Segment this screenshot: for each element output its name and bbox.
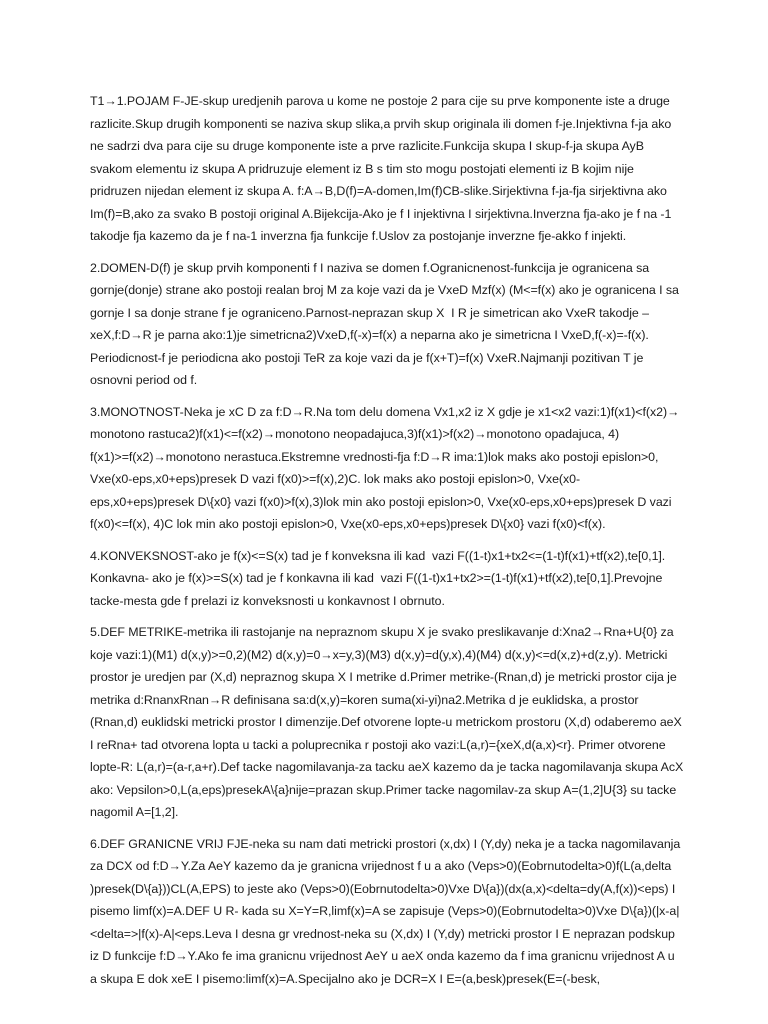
- paragraph-5-def-metrike: 5.DEF METRIKE-metrika ili rastojanje na nepraznom skupu X je svako preslikavanje d:Xna2→Rna+U{0} za koje vazi:1)(M1) d(x,y)>=0,2)(M2) d(x,y)=0→x=y,3)(M3) d(x,y)=d(y,x),4)(M4) d(x,y)<=d(x,z)+d(z,y). Metricki prostor je uredjen par (X,d) nepraznog skupa X I metrike d.Primer metrike-(Rnan,d) je metricki prostor cija je metrika d:RnanxRnan→R definisana sa:d(x,y)=koren suma(xi-yi)na2.Metrika d je euklidska, a prostor (Rnan,d) euklidski metricki prostor I dimenzije.Def otvorene lopte-u metrickom prostoru (X,d) odaberemo aeX I reRna+ tad otvorena lopta u tacki a polupreсnika r postoji ako vazi:L(a,r)={xeX,d(a,x)<r}. Primer otvorene lopte-R: L(a,r)=(a-r,a+r).Def tacke nagomilavanja-za tacku aeX kazemo da je tacka nagomilavanja skupa AcX ako: Vepsilon>0,L(a,eps)presekA\{a}nije=prazan skup.Primer tacke nagomilav-za skup A=(1,2]U{3} su tacke nagomil A=[1,2].: [90, 625, 687, 819]
- paragraph-3-monotonost: 3.MONOTNOST-Neka je xC D za f:D→R.Na tom delu domena Vx1,x2 iz X gdje je x1<x2 vazi:1)f(x1)<f(x2)→ monotono rastuca2)f(x1)<=f(x2)→monotono neopadajuca,3)f(x1)>f(x2)→monotono opadajuca, 4) f(x1)>=f(x2)→monotono nerastuca.Ekstremne vrednosti-fja f:D→R ima:1)lok maks ako postoji epislon>0, Vxe(x0-eps,x0+eps)presek D vazi f(x0)>=f(x),2)C. lok maks ako postoji epislon>0, Vxe(x0-eps,x0+eps)presek D\{x0} vazi f(x0)>f(x),3)lok min ako postoji epislon>0, Vxe(x0-eps,x0+eps)presek D vazi f(x0)<=f(x), 4)C lok min ako postoji epislon>0, Vxe(x0-eps,x0+eps)presek D\{x0} vazi f(x0)<f(x).: [90, 404, 683, 531]
- document-body: [90, 90, 687, 999]
- paragraph-t1-pojam-funkcije: T1→1.POJAM F-JE-skup uredjenih parova u kome ne postoje 2 para cije su prve komponente iste a druge razlicite.Skup drugih komponenti se naziva skup slika,a prvih skup originala ili domen f-je.Injektivna f-ja ako ne sadrzi dva para cije su druge komponente iste a prve razlicite.Funkcija skupa I skup-f-ja skupa AyB svakom elementu iz skupa A pridruzuje element iz B s tim sto mogu postojati elementi iz B kojim nije pridruzen nijedan element iz skupa A. f:A→B,D(f)=A-domen,Im(f)CB-slike.Sirjektivna f-ja-fja sirjektivna ako Im(f)=B,ako za svako B postoji original A.Bijekcija-Ako je f I injektivna I sirjektivna.Inverzna fja-ako je f na -1 takodje fja kazemo da je f na-1 inverzna fja funkcije f.Uslov za postojanje inverzne fje-akko f injekti.: [90, 94, 675, 243]
- paragraph-6-def-granicne-vrij: 6.DEF GRANICNE VRIJ FJE-neka su nam dati metricki prostori (x,dx) I (Y,dy) neka je a tacka nagomilavanja za DCX od f:D→Y.Za AeY kazemo da je granicna vrijednost f u a ako (Veps>0)(Eobrnutodelta>0)f(L(a,delta )presek(D\{a}))CL(A,EPS) to jeste ako (Veps>0)(Eobrnutodelta>0)Vxe D\{a})(dx(a,x)<delta=dy(A,f(x))<eps) I pisemo limf(x)=A.DEF U R- kada su X=Y=R,limf(x)=A se zapisuje (Veps>0)(Eobrnutodelta>0)Vxe D\{a})(|x-a|<delta=>|f(x)-A|<eps.Leva I desna gr vrednost-neka su (X,dx) I (Y,dy) metricki prostor I E neprazan podskup iz D funkcije f:D→Y.Ako fe ima granicnu vrijednost AeY u aeX onda kazemo da f ima granicnu vrijednost A u a skupa E dok xeE I pisemo:limf(x)=A.Specijalno ako je DCR=X I E=(a,besk)presek(E=(-besk,: [90, 836, 684, 986]
- paragraph-2-domen: 2.DOMEN-D(f) je skup prvih komponenti f I naziva se domen f.Ogranicnenost-funkcija je ogranicena sa gornje(donje) strane ako postoji realan broj M za koje vazi da je VxeD Mzf(x) (M<=f(x) ako je ogranicena I sa gornje I sa donje strane f je ograniceno.Parnost-neprazan skup X I R je simetrican ako VxeR takodje –xeX,f:D→R je parna ako:1)je simetricna2)VxeD,f(-x)=f(x) a neparna ako je simetricna I VxeD,f(-x)=-f(x). Periodicnost-f je periodicna ako postoji TeR za koje vazi da je f(x+T)=f(x) VxeR.Najmanji pozitivan T je osnovni period od f.: [90, 260, 683, 387]
- paragraph-4-konveksnost: 4.KONVEKSNOST-ako je f(x)<=S(x) tad je f konveksna ili kad vazi F((1-t)x1+tx2<=(1-t)f(x1)+tf(x2),te[0,1]. Konkavna- ako je f(x)>=S(x) tad je f konkavna ili kad vazi F((1-t)x1+tx2>=(1-t)f(x1)+tf(x2),te[0,1].Prevojne tacke-mesta gde f prelazi iz konveksnosti u konkavnost I obrnuto.: [90, 548, 669, 608]
